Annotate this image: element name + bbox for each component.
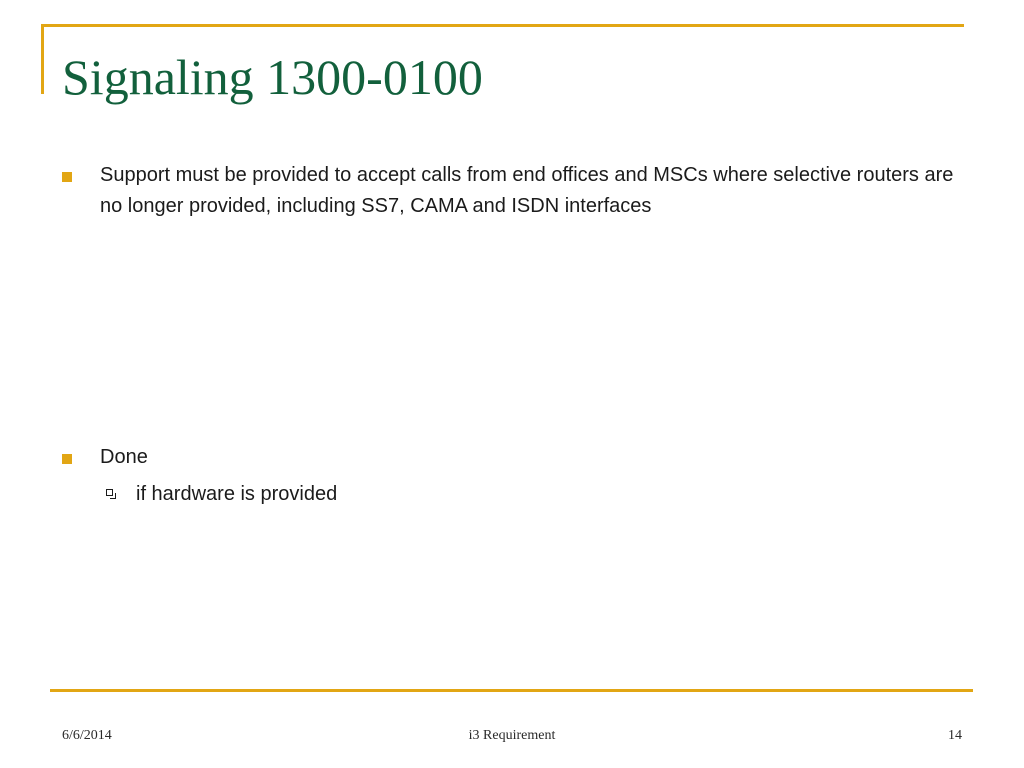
footer-page-number: 14	[948, 728, 962, 743]
sub-bullet-text-hardware: if hardware is provided	[136, 483, 338, 505]
footer-divider	[50, 689, 973, 692]
slide-title: Signaling 1300-0100	[62, 49, 483, 105]
square-bullet-icon	[62, 454, 72, 464]
hollow-square-bullet-icon	[106, 489, 113, 496]
footer-title: i3 Requirement	[468, 728, 556, 743]
square-bullet-icon	[62, 172, 72, 182]
footer-date: 6/6/2014	[62, 728, 112, 743]
bullet-text-done: Done	[100, 446, 148, 468]
bullet-text-support: Support must be provided to accept calls from end offices and MSCs where selective routers are no longer provided, including SS7, CAMA and ISDN interfaces	[100, 164, 954, 217]
